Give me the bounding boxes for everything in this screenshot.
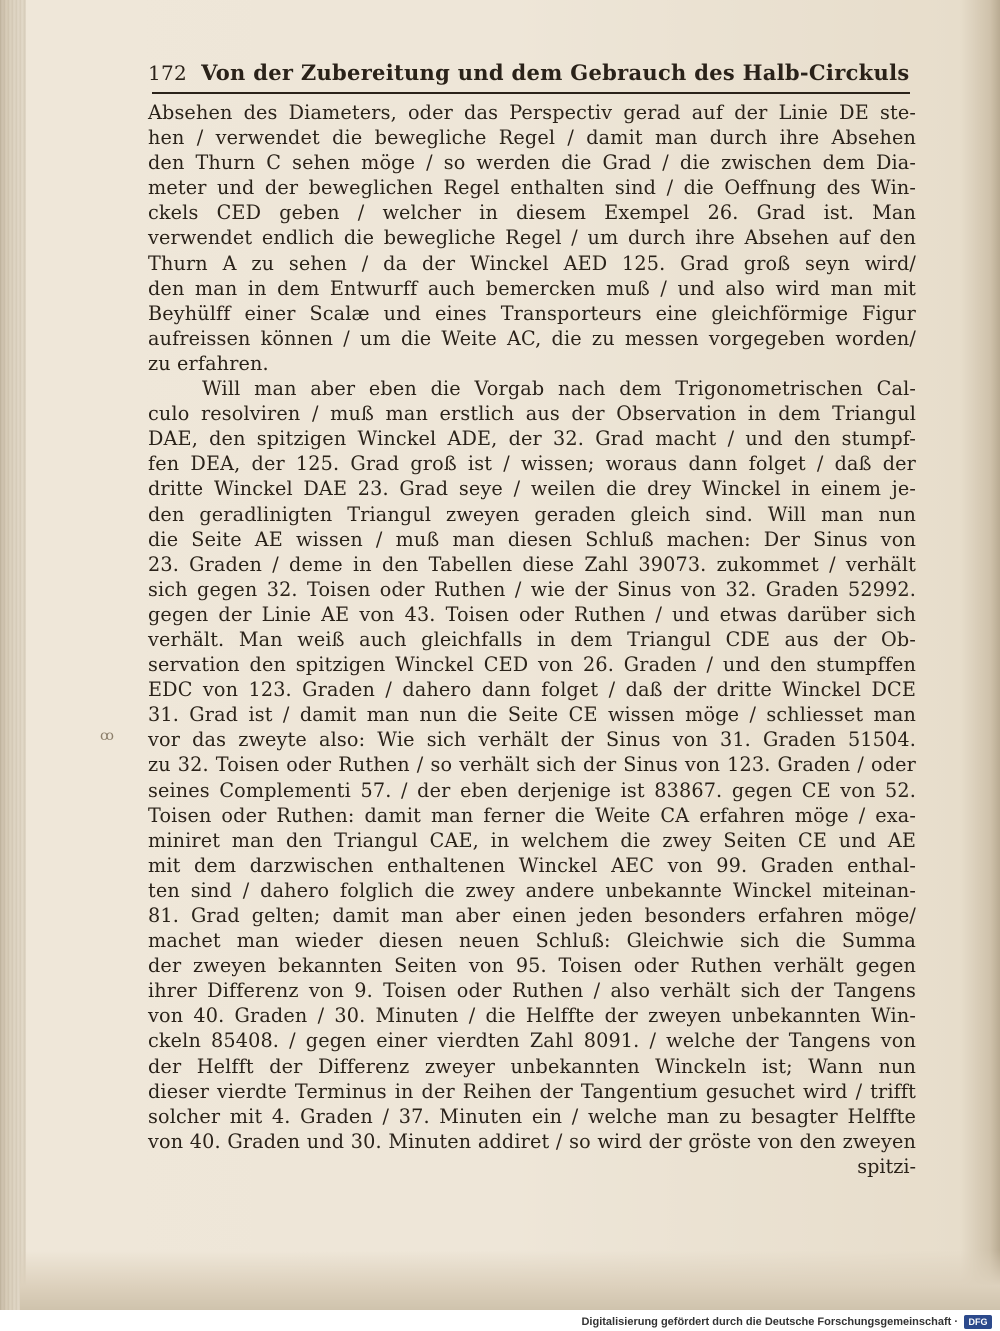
text-line: Will man aber eben die Vorgab nach dem Trigonometrischen Cal- <box>202 377 916 401</box>
text-line: fen DEA, der 125. Grad groß ist / wissen; woraus dann folget / daß der <box>148 452 916 476</box>
page-fold <box>20 1250 1000 1310</box>
text-line: meter und der beweglichen Regel enthalten sind / die Oeffnung des Win- <box>148 176 916 200</box>
text-line: servation den spitzigen Winckel CED von 26. Graden / und den stumpffen <box>148 653 916 677</box>
text-line: ihrer Differenz von 9. Toisen oder Ruthen / also verhält sich der Tangens <box>148 979 916 1003</box>
text-line: DAE, den spitzigen Winckel ADE, der 32. Grad macht / und den stumpf- <box>148 427 916 451</box>
text-line: gegen der Linie AE von 43. Toisen oder Ruthen / und etwas darüber sich <box>148 602 916 626</box>
text-line: culo resolviren / muß man erstlich aus der Observation in dem Triangul <box>148 402 916 426</box>
page-number: 172 <box>148 61 188 85</box>
text-line: dieser vierdte Terminus in der Reihen der Tangentium gesuchet wird / trifft <box>148 1079 916 1103</box>
text-line: aufreissen können / um die Weite AC, die zu messen vorgegeben worden/ <box>148 326 916 350</box>
dfg-logo: DFG <box>964 1315 992 1329</box>
digitization-footer <box>0 1312 1000 1331</box>
text-line: hen / verwendet die bewegliche Regel / damit man durch ihre Absehen <box>148 126 916 150</box>
text-line: 81. Grad gelten; damit man aber einen jeden besonders erfahren möge/ <box>148 904 916 927</box>
text-line: von 40. Graden und 30. Minuten addiret / so wird der gröste von den zweyen <box>148 1129 916 1153</box>
margin-mark: ꝏ <box>100 728 114 744</box>
text-line: verwendet endlich die bewegliche Regel / um durch ihre Absehen auf den <box>148 226 916 250</box>
text-line: miniret man den Triangul CAE, in welchem die zwey Seiten CE und AE <box>148 828 916 852</box>
text-line: ten sind / dahero folglich die zwey andere unbekannte Winckel miteinan- <box>148 878 916 902</box>
text-line: seines Complementi 57. / der eben derjenige ist 83867. gegen CE von 52. <box>148 778 916 802</box>
text-line: dritte Winckel DAE 23. Grad seye / weilen die drey Winckel in einem je- <box>148 477 916 501</box>
page-header <box>148 58 916 88</box>
text-line: zu 32. Toisen oder Ruthen / so verhält sich der Sinus von 123. Graden / oder <box>148 753 916 777</box>
text-line: vor das zweyte also: Wie sich verhält der Sinus von 31. Graden 51504. <box>148 728 916 752</box>
text-line: EDC von 123. Graden / dahero dann folget / daß der dritte Winckel DCE <box>148 678 916 702</box>
text-line: Beyhülff einer Scalæ und eines Transporteurs eine gleichförmige Figur <box>148 301 916 325</box>
footer-credit: Digitalisierung gefördert durch die Deutsche Forschungsgemeinschaft · <box>581 1315 958 1328</box>
text-line: solcher mit 4. Graden / 37. Minuten ein / welche man zu besagter Helffte <box>148 1104 916 1128</box>
text-line: sich gegen 32. Toisen oder Ruthen / wie der Sinus von 32. Graden 52992. <box>148 577 916 601</box>
text-line: den geradlinigten Triangul zweyen geraden gleich sind. Will man nun <box>148 502 916 526</box>
catchword-row <box>148 1154 916 1180</box>
text-line: ckels CED geben / welcher in diesem Exempel 26. Grad ist. Man <box>148 201 916 225</box>
text-line: der Helfft der Differenz zweyer unbekannten Winckeln ist; Wann nun <box>148 1054 916 1078</box>
text-line: der zweyen bekannten Seiten von 95. Toisen oder Ruthen verhält gegen <box>148 954 916 978</box>
text-line: von 40. Graden / 30. Minuten / die Helffte der zweyen unbekannten Win- <box>148 1004 916 1028</box>
page-edge-left <box>0 0 26 1310</box>
text-line: Absehen des Diameters, oder das Perspectiv gerad auf der Linie DE ste- <box>148 101 916 124</box>
text-line: die Seite AE wissen / muß man diesen Schluß machen: Der Sinus von <box>148 527 916 551</box>
text-line: zu erfahren. <box>148 351 269 375</box>
text-line: Thurn A zu sehen / da der Winckel AED 125. Grad groß seyn wird/ <box>148 251 916 275</box>
text-line: den man in dem Entwurff auch bemercken muß / und also wird man mit <box>148 276 916 300</box>
text-line: machet man wieder diesen neuen Schluß: Gleichwie sich die Summa <box>148 929 916 953</box>
text-line: ckeln 85408. / gegen einer vierdten Zahl 8091. / welche der Tangens von <box>148 1029 916 1053</box>
running-title: Von der Zubereitung und dem Gebrauch des Halb-Circkuls <box>201 60 910 85</box>
text-line: Toisen oder Ruthen: damit man ferner die Weite CA erfahren möge / exa- <box>148 803 916 827</box>
text-line: den Thurn C sehen möge / so werden die Grad / die zwischen dem Dia- <box>148 151 916 175</box>
text-line: verhält. Man weiß auch gleichfalls in dem Triangul CDE aus der Ob- <box>148 627 916 651</box>
text-line: 23. Graden / deme in den Tabellen diese Zahl 39073. zukommet / verhält <box>148 552 916 576</box>
text-page <box>148 58 916 1180</box>
body-text <box>148 100 916 1180</box>
text-line: 31. Grad ist / damit man nun die Seite CE wissen möge / schliesset man <box>148 703 916 727</box>
catchword: spitzi- <box>857 1154 916 1178</box>
header-rule <box>152 92 910 94</box>
text-line: mit dem darzwischen enthaltenen Winckel AEC von 99. Graden enthal- <box>148 853 916 877</box>
